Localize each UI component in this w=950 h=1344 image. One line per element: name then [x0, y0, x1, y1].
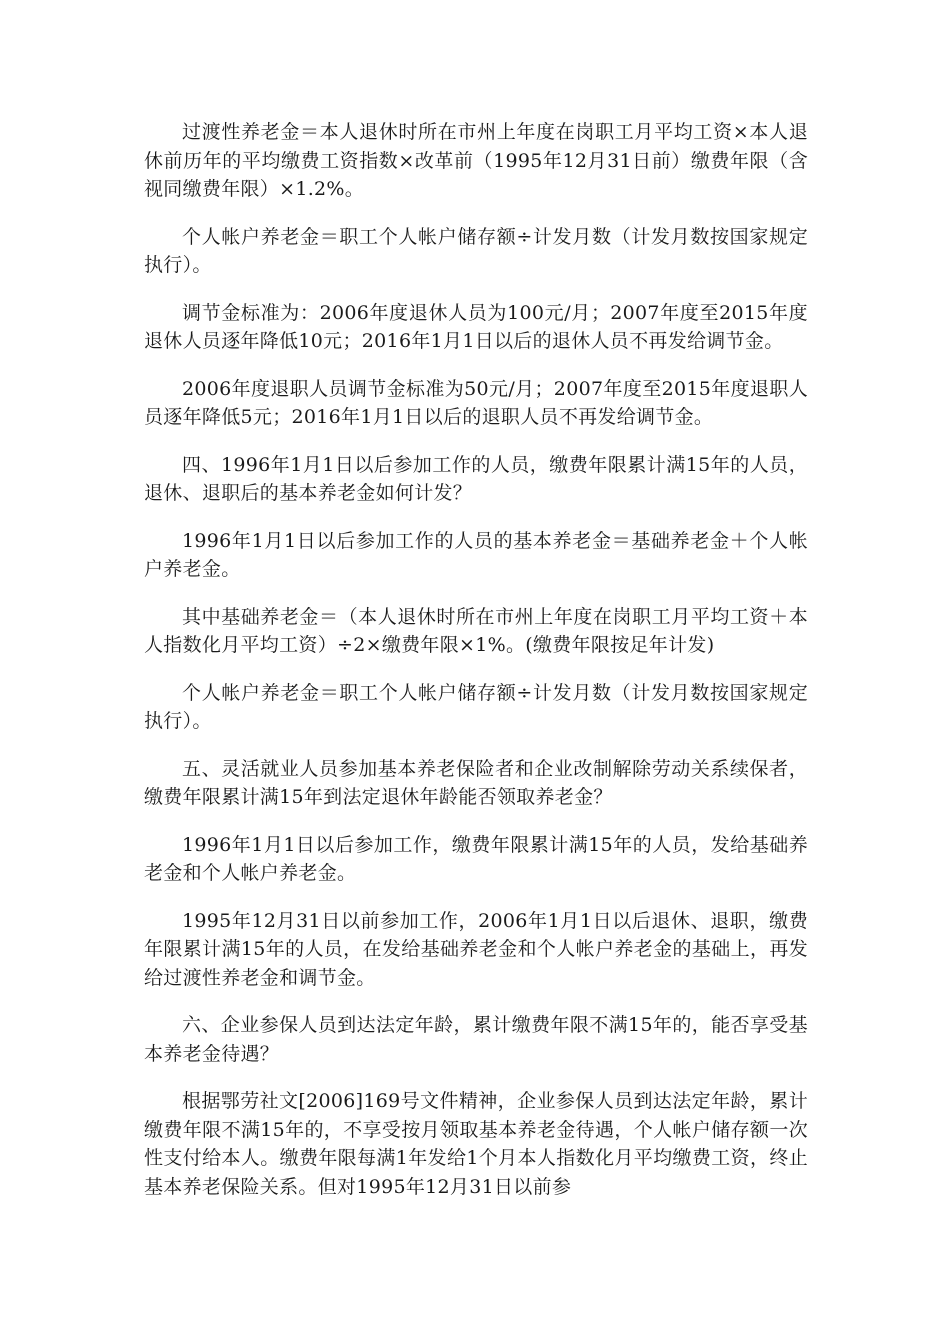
paragraph-personal-account-pension-2: 个人帐户养老金＝职工个人帐户储存额÷计发月数（计发月数按国家规定执行）。	[144, 681, 808, 732]
paragraph-adjustment-retirees: 调节金标准为：2006年度退休人员为100元/月；2007年度至2015年度退休人员逐年降低10元；2016年1月1日以后的退休人员不再发给调节金。	[144, 301, 808, 352]
paragraph-adjustment-resigned: 2006年度退职人员调节金标准为50元/月；2007年度至2015年度退职人员逐年降低5元；2016年1月1日以后的退职人员不再发给调节金。	[144, 377, 808, 428]
paragraph-post-1996-workers: 1996年1月1日以后参加工作，缴费年限累计满15年的人员，发给基础养老金和个人帐户养老金。	[144, 833, 808, 884]
paragraph-pre-1995-workers: 1995年12月31日以前参加工作，2006年1月1日以后退休、退职，缴费年限累计满15年的人员，在发给基础养老金和个人帐户养老金的基础上，再发给过渡性养老金和调节金。	[144, 909, 808, 989]
paragraph-basic-pension-formula: 1996年1月1日以后参加工作的人员的基本养老金＝基础养老金＋个人帐户养老金。	[144, 529, 808, 580]
paragraph-base-pension-formula: 其中基础养老金＝（本人退休时所在市州上年度在岗职工月平均工资＋本人指数化月平均工资）÷2×缴费年限×1%。(缴费年限按足年计发)	[144, 605, 808, 656]
paragraph-policy-document: 根据鄂劳社文[2006]169号文件精神，企业参保人员到达法定年龄，累计缴费年限不满15年的，不享受按月领取基本养老金待遇，个人帐户储存额一次性支付给本人。缴费年限每满1年发给1个月本人指数化月平均缴费工资，终止基本养老保险关系。但对1995年12月31日以前参	[144, 1090, 808, 1198]
heading-question-six: 六、企业参保人员到达法定年龄，累计缴费年限不满15年的，能否享受基本养老金待遇？	[144, 1014, 808, 1065]
heading-question-four: 四、1996年1月1日以后参加工作的人员，缴费年限累计满15年的人员，退休、退职后的基本养老金如何计发？	[144, 453, 808, 504]
paragraph-transitional-pension: 过渡性养老金＝本人退休时所在市州上年度在岗职工月平均工资×本人退休前历年的平均缴费工资指数×改革前（1995年12月31日前）缴费年限（含视同缴费年限）×1.2%。	[144, 121, 808, 200]
document-body	[144, 118, 808, 1220]
heading-question-five: 五、灵活就业人员参加基本养老保险者和企业改制解除劳动关系续保者，缴费年限累计满15年到法定退休年龄能否领取养老金？	[144, 757, 808, 808]
paragraph-personal-account-pension: 个人帐户养老金＝职工个人帐户储存额÷计发月数（计发月数按国家规定执行）。	[144, 225, 808, 276]
